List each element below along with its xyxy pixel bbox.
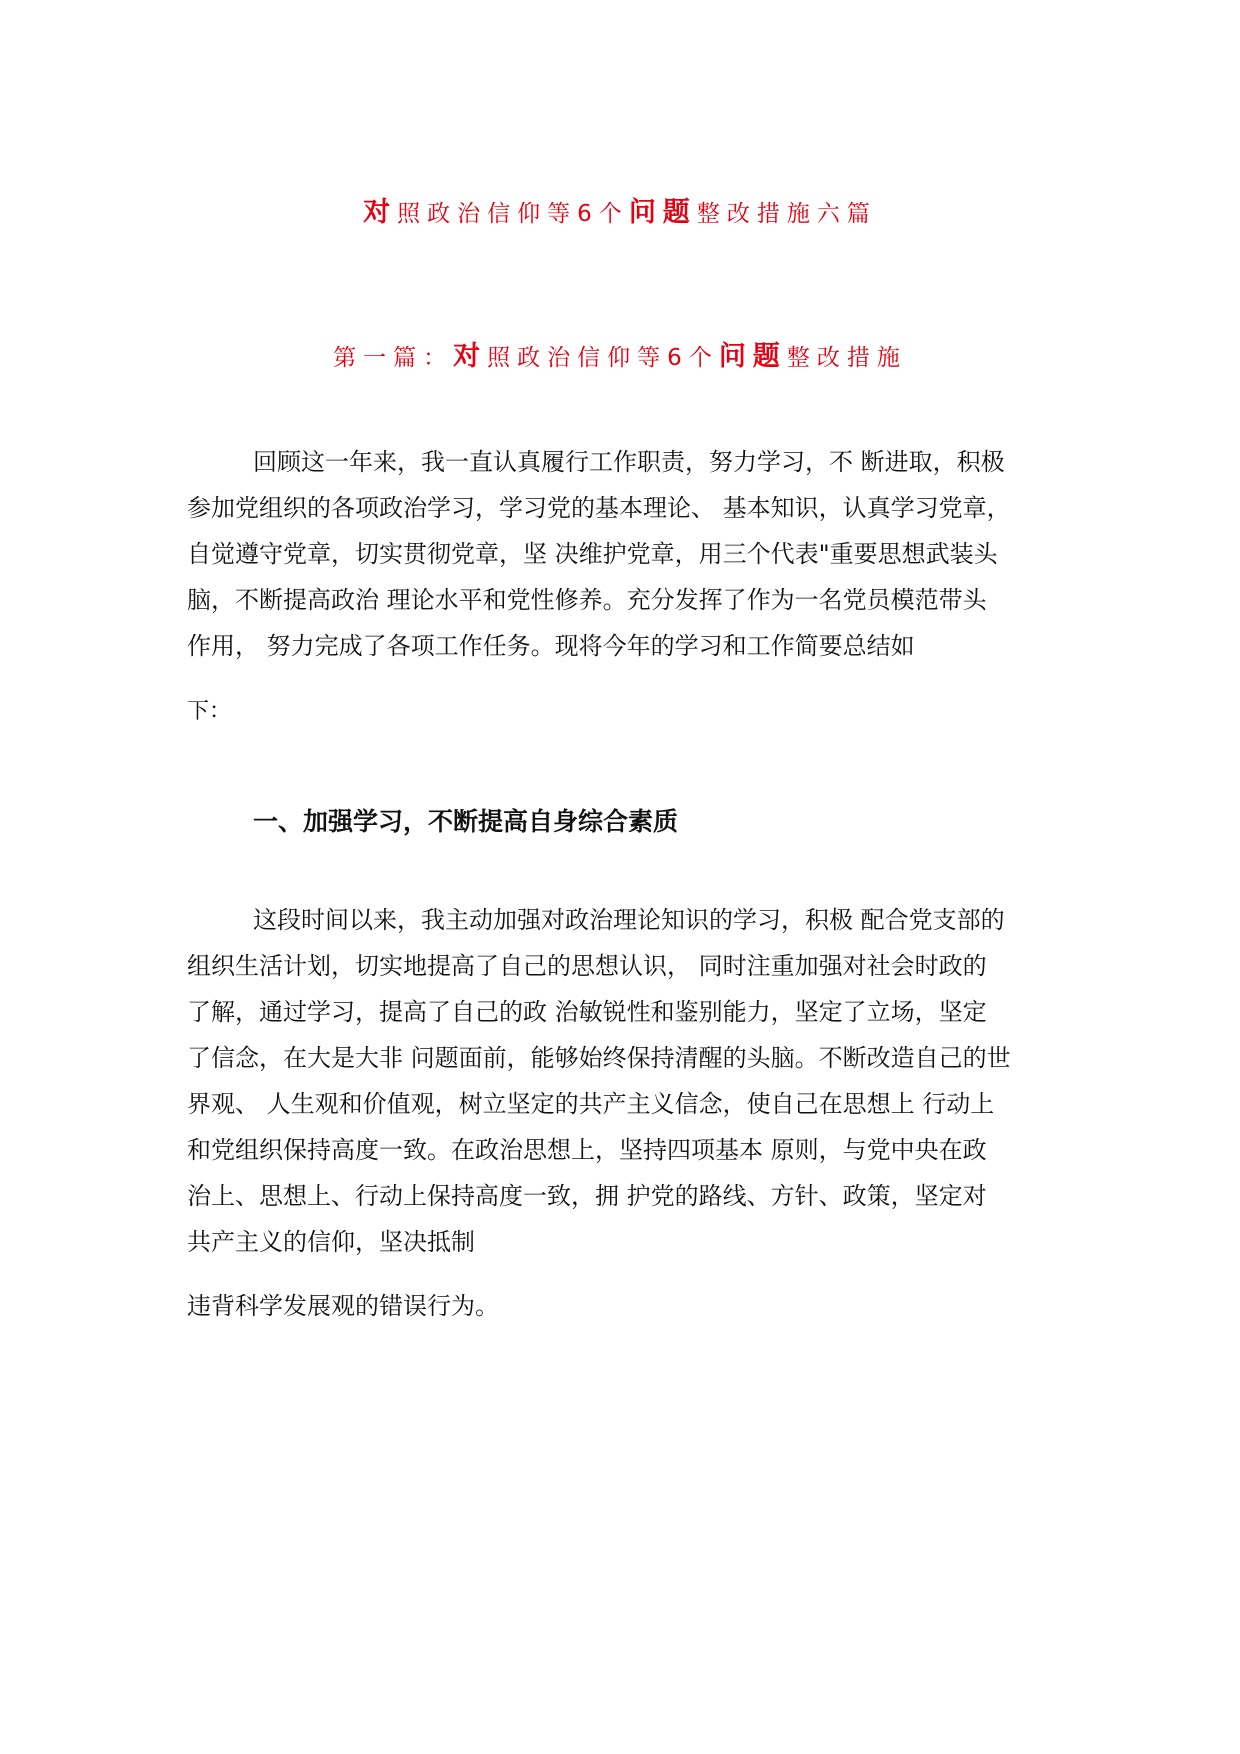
paragraph-line: 回顾这一年来，我一直认真履行工作职责，努力学习，不 断进取，积极 (253, 448, 1005, 476)
subtitle-part-5: 整改措施 (786, 345, 907, 371)
paragraph-line: 和党组织保持高度一致。在政治思想上，坚持四项基本 原则，与党中央在政 (187, 1136, 987, 1164)
paragraph-line: 界观、 人生观和价值观，树立坚定的共产主义信念，使自己在思想上 行动上 (187, 1090, 995, 1118)
paragraph-line: 违背科学发展观的错误行为。 (187, 1292, 499, 1320)
paragraph-line: 这段时间以来，我主动加强对政治理论知识的学习，积极 配合党支部的 (253, 906, 1005, 934)
paragraph-line: 共产主义的信仰，坚决抵制 (187, 1228, 475, 1256)
document-title (0, 190, 1240, 229)
subtitle-part-2: 对 (453, 341, 488, 372)
title-part-1: 对 (363, 197, 398, 228)
title-part-3: 问题 (628, 197, 697, 228)
paragraph-line: 作用， 努力完成了各项工作任务。现将今年的学习和工作简要总结如 (187, 632, 915, 660)
paragraph-line: 脑，不断提高政治 理论水平和党性修养。充分发挥了作为一名党员模范带头 (187, 586, 987, 614)
subtitle-part-1: 第一篇： (333, 345, 454, 371)
paragraph-line: 下： (187, 699, 232, 724)
section-heading: 一、加强学习，不断提高自身综合素质 (253, 807, 679, 836)
paragraph-line: 治上、思想上、行动上保持高度一致，拥 护党的路线、方针、政策，坚定对 (187, 1182, 987, 1210)
paragraph-line: 自觉遵守党章，切实贯彻党章，坚 决维护党章，用三个代表"重要思想武装头 (187, 540, 998, 568)
title-part-4: 整改措施六篇 (696, 201, 877, 227)
subtitle-part-3: 照政治信仰等6个 (487, 345, 719, 371)
paragraph-line: 参加党组织的各项政治学习，学习党的基本理论、 基本知识，认真学习党章， (187, 494, 1011, 522)
subtitle-part-4: 问题 (718, 341, 787, 372)
chapter-heading (0, 334, 1240, 373)
title-part-2: 照政治信仰等6个 (397, 201, 629, 227)
paragraph-line: 了信念，在大是大非 问题面前，能够始终保持清醒的头脑。不断改造自己的世 (187, 1044, 1011, 1072)
paragraph-line: 了解，通过学习，提高了自己的政 治敏锐性和鉴别能力，坚定了立场，坚定 (187, 998, 987, 1026)
paragraph-line: 组织生活计划，切实地提高了自己的思想认识， 同时注重加强对社会时政的 (187, 952, 987, 980)
